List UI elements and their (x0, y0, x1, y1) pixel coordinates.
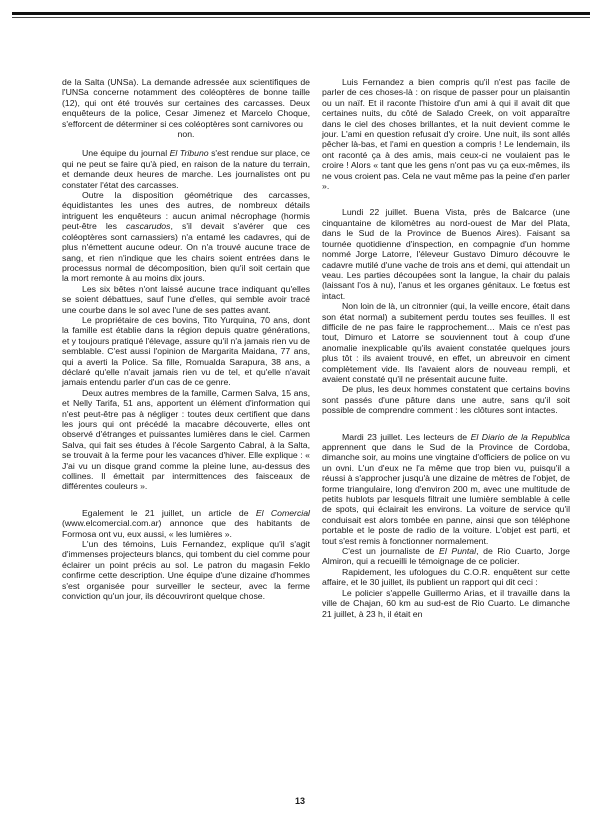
paragraph: Egalement le 21 juillet, un article de El Comercial (www.elcomercial.com.ar) annonce que des habitants de Formosa ont vu, eux aussi, « les lumières ». (62, 507, 310, 539)
right-column (322, 77, 570, 619)
paragraph: De plus, les deux hommes constatent que certains bovins sont passés d'une pâture dans une autre, sans qu'il soit possible de comprendre comment : les clôtures sont intactes. (322, 384, 570, 416)
paragraph: Le propriétaire de ces bovins, Tito Yurquina, 70 ans, dont la famille est établie dans la région depuis quatre générations, et y toujours pratiqué l'élevage, assure qu'il n'a jamais rien vu de semblable. C'est aussi l'opinion de Margarita Maidana, 77 ans, qui a averti la Police. Sa fille, Romualda Sarapura, 38 ans, a déclaré qu'elle n'avait jamais rien vu de tel, et qu'elle n'avait jamais entendu parler d'un cas de ce genre. (62, 314, 310, 388)
paragraph: Mardi 23 juillet. Les lecteurs de El Diario de la Republica apprennent que dans le Sud de la Province de Cordoba, dimanche soir, au moins une vingtaine d'officiers de police on vu un ovni. L'un d'eux ne l'a même que trop bien vu, puisqu'il a réussi à s'approcher jusqu'à une dizaine de mètres de l'objet, de forme triangulaire, long d'environ 200 m, avec une multitude de petits hublots par lesquels filtrait une lumière semblable à celle de spots, qui éclairait les environs. La voiture de service qu'il conduisait est alors tombée en panne, ainsi que son téléphone portable et le poste de radio de la voiture. L'objet est parti, et tout s'est remis à fonctionner normalement. (322, 431, 570, 546)
header-rule (12, 12, 590, 15)
paragraph: L'un des témoins, Luis Fernandez, explique qu'il s'agit d'immenses projecteurs blancs, qui tombent du ciel comme pour éclairer un point précis au sol. Le patron du magasin Feklo confirme cette description. Une équipe d'une dizaine d'hommes s'est organisée pour surveiller le secteur, avec la ferme conviction qu'un jour, ils découvriront quelque chose. (62, 539, 310, 602)
newspaper-title: El Puntal (439, 546, 477, 557)
paragraph: Luis Fernandez a bien compris qu'il n'est pas facile de parler de ces choses-là : on risque de passer pour un plaisantin ou un naïf. Et il raconte l'histoire d'un ami à qui il avait dit que certaines nuits, du côté de Salado Creek, on voit apparaître dans le ciel des choses brillantes, et la nuit devient comme le jour. L'ami en question refusait d'y croire. Une nuit, ils sont allés pêcher là-bas, et l'ami en question a compris ! Le lendemain, ils ont raconté ça à des amis, mais ceux-ci ne voulaient pas le croire ! Alors « tant que les gens n'ont pas vu ça eux-mêmes, ils ne vous croient pas. Cela ne vaut même pas la peine d'en parler ». (322, 77, 570, 192)
emphasis: cascarudos (126, 221, 171, 232)
newspaper-title: El Tribuno (169, 148, 209, 159)
newspaper-title: El Comercial (255, 507, 310, 518)
paragraph: Deux autres membres de la famille, Carmen Salva, 15 ans, et Nelly Tarifa, 51 ans, apportent un élément d'information qui n'est peut-être pas à négliger : toutes deux certifient que dans les jours qui ont précédé la macabre découverte, elles ont observé d'étranges et puissantes lumières dans le ciel. Carmen Salva, qui fait ses études à l'école Sargento Cabral, à la Salta, se trouvait à la ferme pour les vacances d'hiver. Elle explique : « J'ai vu un disque grand comme la pleine lune, au-dessus des collines. Il émettait par intermittences des faisceaux de différentes couleurs ». (62, 387, 310, 492)
paragraph: C'est un journaliste de El Puntal, de Rio Cuarto, Jorge Almiron, qui a recueilli le témoignage de ce policier. (322, 546, 570, 567)
paragraph: Une équipe du journal El Tribuno s'est rendue sur place, ce qui ne peut se faire qu'à pied, en raison de la nature du terrain, et demande deux heures de marche. Les journalistes ont pu constater l'état des carcasses. (62, 148, 310, 190)
newspaper-title: El Diario de la Republica (470, 431, 570, 442)
paragraph: Le policier s'appelle Guillermo Arias, et il travaille dans la ville de Chajan, 60 km au sud-est de Rio Cuarto. Le dimanche 21 juillet, à 23 h, il était en (322, 587, 570, 619)
paragraph: Lundi 22 juillet. Buena Vista, près de Balcarce (une cinquantaine de kilomètres au nord-ouest de Mar del Plata, dans le Sud de la Province de Buenos Aires). Faisant sa tournée quotidienne d'inspection, en compagnie d'un homme nommé Jorge Latorre, l'éleveur Gustavo Dimuro découvre le cadavre mutilé d'une vache de trois ans et demi, qui attendait un veau. Les parties découpées sont la langue, la chair du palais (laissant l'os à nu), l'anus et les organes génitaux. Le fœtus est intact. (322, 207, 570, 301)
page-number: 13 (294, 796, 305, 806)
paragraph-end: non. (177, 129, 195, 140)
left-column (62, 77, 310, 602)
paragraph: Outre la disposition géométrique des carcasses, équidistantes les unes des autres, de nombreux détails intriguent les enquêteurs : aucun animal nécrophage (hormis peut-être les cascarudos, s'il devait s'avérer que ces coléoptères sont carnassiers) n'a entamé les cadavres, qui de plus n'émettent aucune odeur. On n'a trouvé aucune trace de sang, et rien n'indique que les chairs soient entrées dans le processus normal de décomposition, bien qu'il soit certain que la mort remonte à au moins dix jours. (62, 190, 310, 284)
paragraph: Non loin de là, un citronnier (qui, la veille encore, était dans son état normal) a subitement perdu toutes ses feuilles. Il est difficile de ne pas faire le rapprochement… Mais ce n'est pas tout, Dimuro et Latorre se souviennent tout à coup d'une anomalie inexplicable qu'ils avaient constatée quelques jours plus tôt : ils avaient trouvé, en effet, un abreuvoir en ciment complètement vide. Ils l'avaient alors de nouveau rempli, et avaient constaté qu'il ne présentait aucune fuite. (322, 301, 570, 384)
paragraph: de la Salta (UNSa). La demande adressée aux scientifiques de l'UNSa concerne notamment des coléoptères de bonne taille (12), qui ont été trouvés sur certaines des carcasses. Deux enquêteurs de la police, Cesar Jimenez et Marcelo Choque, s'efforcent de déterminer si ces coléoptères sont carnivores ou (62, 77, 310, 129)
paragraph: Les six bêtes n'ont laissé aucune trace indiquant qu'elles se soient débattues, sauf l'une d'elles, qui semble avoir tracé une courbe dans le sol avec l'une de ses pattes avant. (62, 283, 310, 315)
paragraph: Rapidement, les ufologues du C.O.R. enquêtent sur cette affaire, et le 30 juillet, ils publient un rapport qui dit ceci : (322, 566, 570, 588)
header-rule-thin (12, 17, 590, 18)
